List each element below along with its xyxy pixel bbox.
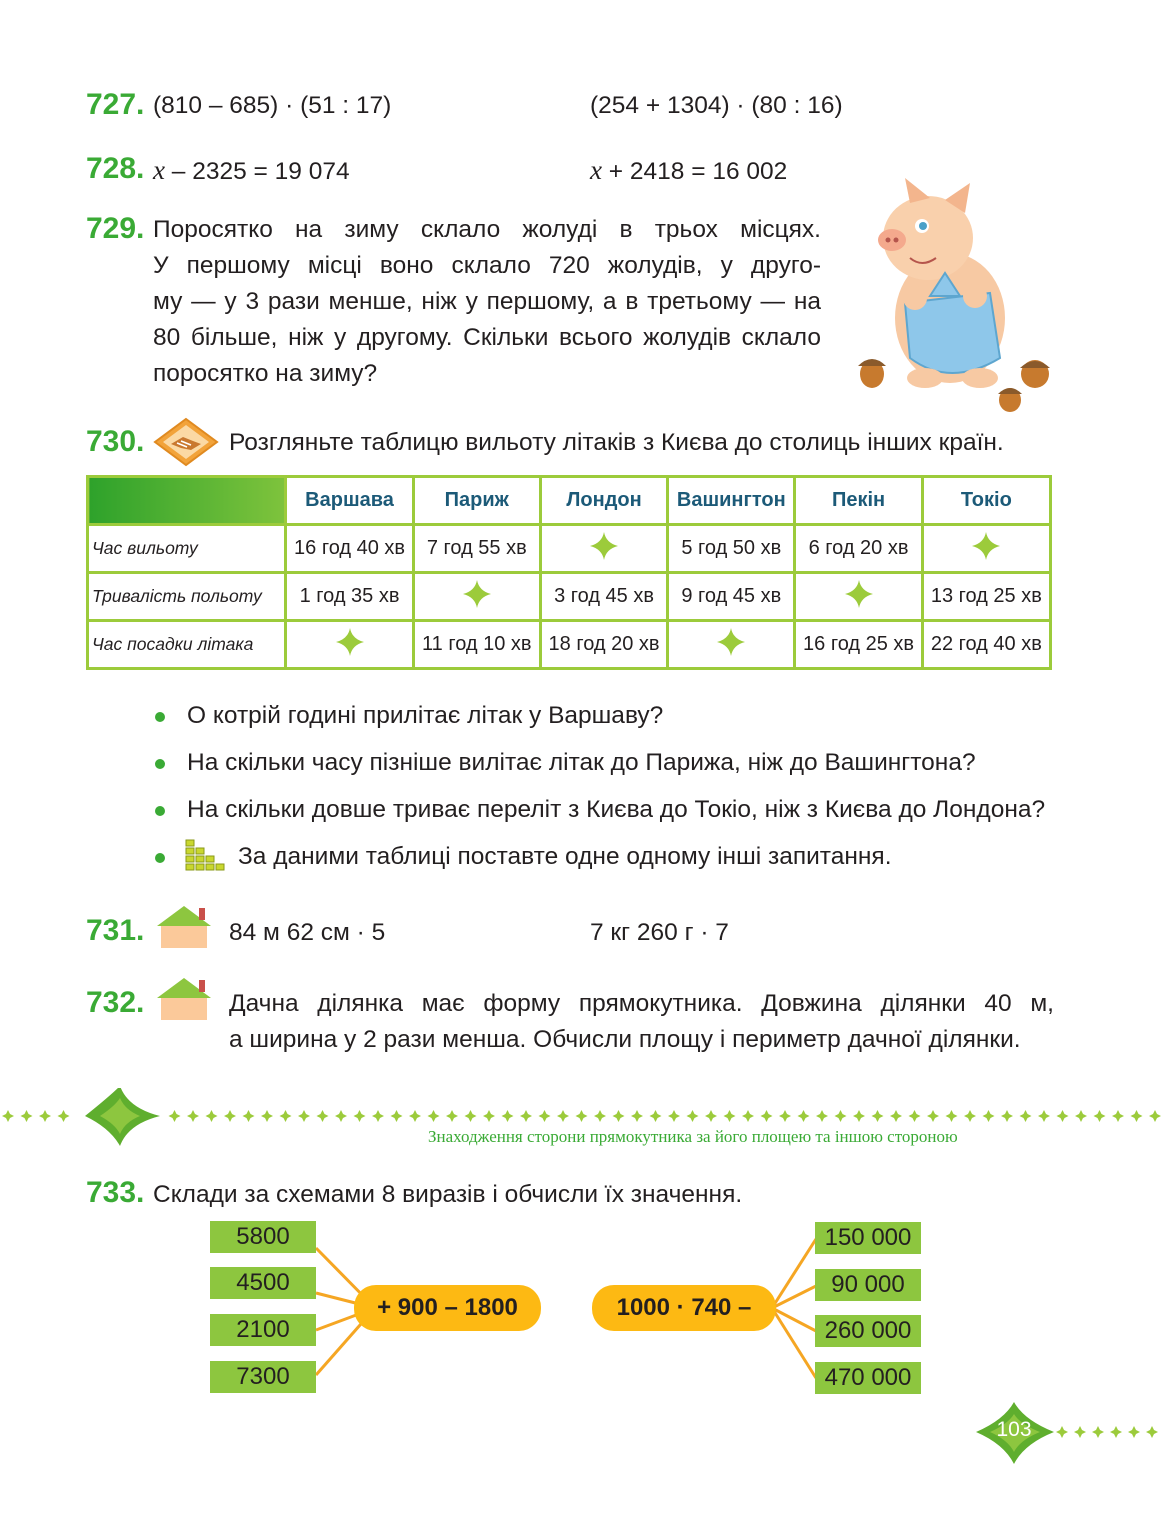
divider-dot — [169, 1110, 181, 1122]
section-title: Знаходження сторони прямокутника за його площею та іншою стороною — [428, 1127, 958, 1146]
divider-dot — [298, 1110, 310, 1122]
left-value-box: 5800 — [210, 1221, 316, 1253]
left-value-box: 4500 — [210, 1267, 316, 1299]
left-operation-pill: + 900 – 1800 — [354, 1285, 541, 1331]
divider-dot — [650, 1110, 662, 1122]
star-icon — [716, 627, 746, 657]
divider-dot — [58, 1110, 70, 1122]
divider-dot — [243, 1110, 255, 1122]
star-icon — [589, 531, 619, 561]
divider-dot — [1001, 1110, 1013, 1122]
divider-dot — [465, 1110, 477, 1122]
handshake-icon — [153, 417, 219, 467]
column-header: Пекін — [795, 477, 922, 525]
exercise-730-instruction: Розгляньте таблицю вильоту літаків з Києва до столиць інших країн. — [229, 429, 1004, 456]
divider-dot — [798, 1110, 810, 1122]
exercise-number-729: 729. — [86, 212, 145, 245]
text-line: поросятко на зиму? — [153, 360, 378, 387]
text-line: 80 більше, ніж у другому. Скільки всього жолудів склало — [153, 324, 821, 351]
divider-dot — [391, 1110, 403, 1122]
divider-dot — [724, 1110, 736, 1122]
divider-dot — [280, 1110, 292, 1122]
row-label: Час вильоту — [88, 525, 286, 573]
table-cell: 11 год 10 хв — [413, 621, 540, 669]
table-cell: 1 год 35 хв — [286, 573, 413, 621]
expression-731b: 7 кг 260 г · 7 — [590, 919, 729, 946]
divider-dot — [1057, 1110, 1069, 1122]
divider-dot — [539, 1110, 551, 1122]
divider-dot — [483, 1110, 495, 1122]
right-value-box: 260 000 — [815, 1315, 921, 1347]
column-header: Токіо — [922, 477, 1050, 525]
table-cell: 5 год 50 хв — [668, 525, 795, 573]
variable-x: x — [153, 155, 165, 185]
exercise-number-727: 727. — [86, 88, 145, 121]
bullet-icon — [155, 806, 165, 816]
exercise-733-instruction: Склади за схемами 8 виразів і обчисли їх значення. — [153, 1181, 743, 1208]
bullet-icon — [155, 759, 165, 769]
table-cell — [540, 525, 667, 573]
divider-dot — [1131, 1110, 1143, 1122]
text-line: Поросятко на зиму склало жолуді в трьох місцях. — [153, 216, 821, 243]
divider-dot — [335, 1110, 347, 1122]
table-cell: 16 год 40 хв — [286, 525, 413, 573]
row-label: Тривалість польоту — [88, 573, 286, 621]
text-line: му — у 3 рази менше, ніж у першому, а в третьому — на — [153, 288, 821, 315]
divider-dot — [1149, 1110, 1161, 1122]
divider-dot — [261, 1110, 273, 1122]
divider-dot — [1038, 1110, 1050, 1122]
divider-dot — [39, 1110, 51, 1122]
exercise-number-728: 728. — [86, 152, 145, 185]
divider-dot — [409, 1110, 421, 1122]
divider-dot — [1056, 1426, 1068, 1438]
divider-dot — [816, 1110, 828, 1122]
table-cell: 22 год 40 хв — [922, 621, 1050, 669]
divider-dot — [502, 1110, 514, 1122]
equation-728b-rest: + 2418 = 16 002 — [601, 158, 788, 185]
text-line: У першому місці воно склало 720 жолудів, у друго- — [153, 252, 821, 279]
divider-dot — [927, 1110, 939, 1122]
table-cell: 7 год 55 хв — [413, 525, 540, 573]
table-cell: 3 год 45 хв — [540, 573, 667, 621]
question-3: На скільки довше триває переліт з Києва до Токіо, ніж з Києва до Лондона? — [187, 796, 1046, 823]
divider-dot — [187, 1110, 199, 1122]
table-row — [88, 525, 1051, 573]
expression-727b: (254 + 1304) · (80 : 16) — [590, 92, 843, 119]
divider-dot — [576, 1110, 588, 1122]
divider-dot — [964, 1110, 976, 1122]
piglet-illustration — [850, 178, 1060, 418]
stairs-blocks-icon — [184, 838, 232, 876]
right-value-box: 90 000 — [815, 1269, 921, 1301]
problem-729-text — [153, 212, 821, 392]
table-row — [88, 573, 1051, 621]
divider-dot — [224, 1110, 236, 1122]
problem-732-text — [229, 986, 1054, 1058]
left-value-box: 2100 — [210, 1314, 316, 1346]
house-icon — [155, 904, 213, 950]
divider-dot — [2, 1110, 14, 1122]
divider-dot — [761, 1110, 773, 1122]
table-cell: 6 год 20 хв — [795, 525, 922, 573]
star-icon — [844, 579, 874, 609]
divider-dot — [853, 1110, 865, 1122]
divider-dot — [1110, 1426, 1122, 1438]
divider-dot — [909, 1110, 921, 1122]
divider-dot — [835, 1110, 847, 1122]
row-label: Час посадки літака — [88, 621, 286, 669]
bullet-icon — [155, 853, 165, 863]
exercise-number-733: 733. — [86, 1176, 145, 1209]
star-icon — [971, 531, 1001, 561]
divider-dot — [613, 1110, 625, 1122]
divider-dot — [1128, 1426, 1140, 1438]
divider-dot — [520, 1110, 532, 1122]
expression-727a: (810 – 685) · (51 : 17) — [153, 92, 392, 119]
table-cell: 16 год 25 хв — [795, 621, 922, 669]
exercise-number-730: 730. — [86, 425, 145, 458]
divider-dot — [1075, 1110, 1087, 1122]
divider-dot — [1094, 1110, 1106, 1122]
table-cell — [668, 621, 795, 669]
divider-dot — [742, 1110, 754, 1122]
right-value-box: 470 000 — [815, 1362, 921, 1394]
text-line: а ширина у 2 рази менша. Обчисли площу і периметр дачної ділянки. — [229, 1026, 1021, 1053]
table-cell — [922, 525, 1050, 573]
divider-dot — [317, 1110, 329, 1122]
divider-dot — [1146, 1426, 1158, 1438]
question-2: На скільки часу пізніше вилітає літак до Парижа, ніж до Вашингтона? — [187, 749, 976, 776]
exercise-number-731: 731. — [86, 914, 145, 947]
divider-dot — [890, 1110, 902, 1122]
column-header: Вашингтон — [668, 477, 795, 525]
divider-dot — [1092, 1426, 1104, 1438]
table-cell — [286, 621, 413, 669]
table-corner-cell — [88, 477, 286, 525]
table-row — [88, 621, 1051, 669]
divider-dot — [983, 1110, 995, 1122]
divider-dot — [872, 1110, 884, 1122]
variable-x: x — [590, 155, 602, 185]
table-cell: 9 год 45 хв — [668, 573, 795, 621]
divider-dot — [668, 1110, 680, 1122]
divider-dot — [446, 1110, 458, 1122]
question-4: За даними таблиці поставте одне одному інші запитання. — [238, 843, 892, 870]
divider-dot — [557, 1110, 569, 1122]
divider-dot — [206, 1110, 218, 1122]
table-cell: 18 год 20 хв — [540, 621, 667, 669]
table-cell — [413, 573, 540, 621]
divider-dot — [594, 1110, 606, 1122]
equation-728a-rest: – 2325 = 19 074 — [164, 158, 350, 185]
right-operation-pill: 1000 · 740 – — [592, 1285, 776, 1331]
column-header: Лондон — [540, 477, 667, 525]
exercise-number-732: 732. — [86, 986, 145, 1019]
table-cell: 13 год 25 хв — [922, 573, 1050, 621]
left-value-box: 7300 — [210, 1361, 316, 1393]
equation-728a — [153, 152, 350, 190]
divider-dot — [687, 1110, 699, 1122]
divider-dot — [705, 1110, 717, 1122]
equation-728b — [590, 152, 787, 190]
table-cell — [795, 573, 922, 621]
bullet-icon — [155, 712, 165, 722]
divider-dot — [1020, 1110, 1032, 1122]
question-1: О котрій годині прилітає літак у Варшаву? — [187, 702, 664, 729]
table-header-row — [88, 477, 1051, 525]
divider-dot — [1112, 1110, 1124, 1122]
divider-dot — [779, 1110, 791, 1122]
column-header: Париж — [413, 477, 540, 525]
divider-dot — [372, 1110, 384, 1122]
column-header: Варшава — [286, 477, 413, 525]
divider-dot — [946, 1110, 958, 1122]
flight-schedule-table — [86, 475, 1052, 670]
text-line: Дачна ділянка має форму прямокутника. Довжина ділянки 40 м, — [229, 990, 1054, 1017]
divider-dot — [354, 1110, 366, 1122]
divider-dot — [428, 1110, 440, 1122]
right-value-box: 150 000 — [815, 1222, 921, 1254]
star-icon — [335, 627, 365, 657]
expression-731a: 84 м 62 см · 5 — [229, 919, 386, 946]
divider-dot — [21, 1110, 33, 1122]
divider-dot — [631, 1110, 643, 1122]
divider-dot — [1074, 1426, 1086, 1438]
house-icon — [155, 976, 213, 1022]
page-number: 103 — [996, 1418, 1032, 1441]
star-icon — [462, 579, 492, 609]
